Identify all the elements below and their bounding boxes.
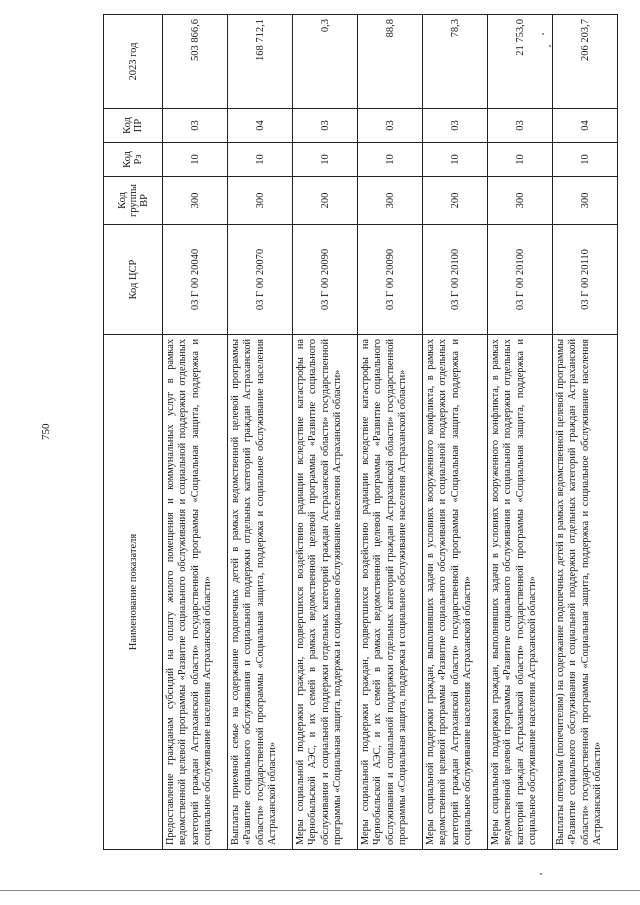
- scan-speck: [540, 873, 542, 875]
- row-name: Предоставление гражданам субсидий на оплату жилого помещения и коммунальных услуг в рамках ведомственной целевой программы «Развитие социального обслуживания и социальной поддержки отдельных категорий граждан Астраханской области» государственной программы «Социальная защита, поддержка и социальное обслуживание населения Астраханской области»: [163, 335, 228, 850]
- budget-table-rotated: [103, 15, 618, 850]
- row-csr: 03 Г 00 20090: [293, 225, 358, 335]
- scan-edge-line: [0, 890, 640, 891]
- row-rz: 10: [358, 143, 423, 177]
- row-value: 168 712,1: [228, 15, 293, 109]
- row-vr: 300: [358, 177, 423, 225]
- row-csr: 03 Г 00 20090: [358, 225, 423, 335]
- row-rz: 10: [163, 143, 228, 177]
- header-name: Наименование показателя: [104, 335, 163, 850]
- table-row: [293, 15, 358, 850]
- row-rz: 10: [553, 143, 618, 177]
- row-name: Меры социальной поддержки граждан, выполнявших задачи в условиях вооруженного конфликта, в рамках ведомственной целевой программы «Развитие социального обслуживания и социальной поддержки отдельных категорий граждан Астраханской области» государственной программы «Социальная защита, поддержка и социальное обслуживание населения Астраханской области»: [488, 335, 553, 850]
- table-row: [228, 15, 293, 850]
- row-pr: 03: [358, 109, 423, 143]
- row-value: 0,3: [293, 15, 358, 109]
- row-csr: 03 Г 00 20100: [423, 225, 488, 335]
- row-pr: 03: [423, 109, 488, 143]
- row-name: Меры социальной поддержки граждан, подвергшихся воздействию радиации вследствие катастрофы на Чернобыльской АЭС, и их семей в рамках ведомственной целевой программы «Развитие социального обслуживания и социальной поддержки отдельных категорий граждан Астраханской области» государственной программы «Социальная защита, поддержка и социальное обслуживание населения Астраханской области»: [358, 335, 423, 850]
- row-value: 206 203,7: [553, 15, 618, 109]
- row-name: Меры социальной поддержки граждан, выполнявших задачи в условиях вооруженного конфликта, в рамках ведомственной целевой программы «Развитие социального обслуживания и социальной поддержки отдельных категорий граждан Астраханской области» государственной программы «Социальная защита, поддержка и социальное обслуживание населения Астраханской области»: [423, 335, 488, 850]
- table-row: [358, 15, 423, 850]
- table-header-row: [104, 15, 163, 850]
- row-value: 78,3: [423, 15, 488, 109]
- row-value: 21 753,0: [488, 15, 553, 109]
- row-rz: 10: [228, 143, 293, 177]
- row-rz: 10: [293, 143, 358, 177]
- row-pr: 03: [293, 109, 358, 143]
- header-vr: Код группы ВР: [104, 177, 163, 225]
- row-pr: 04: [553, 109, 618, 143]
- row-vr: 300: [228, 177, 293, 225]
- row-name: Выплаты опекунам (попечителям) на содержание подопечных детей в рамках ведомственной целевой программы «Развитие социального обслуживания и социальной поддержки отдельных категорий граждан Астраханской области» государственной программы «Социальная защита, поддержка и социальное обслуживание населения Астраханской области»: [553, 335, 618, 850]
- scan-speck: [542, 33, 544, 35]
- row-name: Меры социальной поддержки граждан, подвергшихся воздействию радиации вследствие катастрофы на Чернобыльской АЭС, и их семей в рамках ведомственной целевой программы «Развитие социального обслуживания и социальной поддержки отдельных категорий граждан Астраханской области» государственной программы «Социальная защита, поддержка и социальное обслуживание населения Астраханской области»: [293, 335, 358, 850]
- header-csr: Код ЦСР: [104, 225, 163, 335]
- row-vr: 200: [293, 177, 358, 225]
- budget-table: [103, 14, 618, 850]
- row-csr: 03 Г 00 20110: [553, 225, 618, 335]
- table-row: [163, 15, 228, 850]
- row-csr: 03 Г 00 20070: [228, 225, 293, 335]
- row-vr: 200: [423, 177, 488, 225]
- header-pr: Код ПР: [104, 109, 163, 143]
- page-number: 750: [40, 423, 52, 440]
- table-row: [423, 15, 488, 850]
- row-pr: 04: [228, 109, 293, 143]
- row-pr: 03: [163, 109, 228, 143]
- header-rz: Код Рз: [104, 143, 163, 177]
- row-name: Выплаты приемной семье на содержание подопечных детей в рамках ведомственной целевой программы «Развитие социального обслуживания и социальной поддержки отдельных категорий граждан Астраханской области» государственной программы «Социальная защита, поддержка и социальное обслуживание населения Астраханской области»: [228, 335, 293, 850]
- row-vr: 300: [163, 177, 228, 225]
- row-pr: 03: [488, 109, 553, 143]
- table-row: [553, 15, 618, 850]
- row-vr: 300: [488, 177, 553, 225]
- row-csr: 03 Г 00 20100: [488, 225, 553, 335]
- header-year: 2023 год: [104, 15, 163, 109]
- scan-speck: [549, 45, 551, 47]
- row-rz: 10: [423, 143, 488, 177]
- table-row: [488, 15, 553, 850]
- row-csr: 03 Г 00 20040: [163, 225, 228, 335]
- row-rz: 10: [488, 143, 553, 177]
- row-value: 503 866,6: [163, 15, 228, 109]
- row-value: 88,8: [358, 15, 423, 109]
- row-vr: 300: [553, 177, 618, 225]
